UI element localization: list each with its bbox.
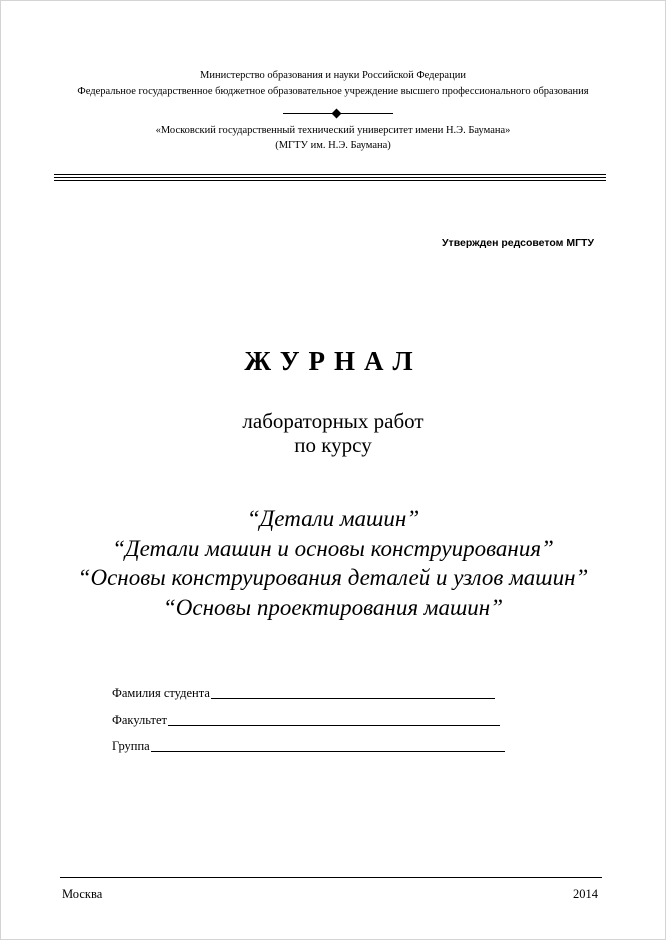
institution-type-line: Федеральное государственное бюджетное образовательное учреждение высшего профессионального образования bbox=[77, 86, 589, 97]
subtitle-line-1: лабораторных работ bbox=[242, 409, 424, 433]
group-field[interactable] bbox=[112, 739, 505, 754]
footer-rule bbox=[60, 877, 602, 878]
header-ornament bbox=[283, 109, 393, 119]
header-rule-middle bbox=[54, 177, 606, 178]
faculty-line[interactable] bbox=[168, 725, 500, 726]
footer-city: Москва bbox=[62, 887, 103, 901]
course-title-1: “Детали машин” bbox=[246, 506, 420, 531]
ministry-line: Министерство образования и науки Российской Федерации bbox=[200, 70, 466, 81]
approval-note: Утвержден редсоветом МГТУ bbox=[442, 237, 594, 249]
subtitle-line-2: по курсу bbox=[294, 433, 372, 457]
document-title: ЖУРНАЛ bbox=[244, 346, 422, 376]
course-title-2: “Детали машин и основы конструирования” bbox=[112, 536, 554, 561]
faculty-label: Факультет bbox=[112, 713, 167, 727]
group-label: Группа bbox=[112, 739, 150, 753]
footer-year: 2014 bbox=[573, 887, 598, 901]
student-name-field[interactable] bbox=[112, 686, 495, 701]
header-rule-bottom bbox=[54, 180, 606, 181]
header-rule-top bbox=[54, 174, 606, 175]
faculty-field[interactable] bbox=[112, 713, 500, 728]
student-name-label: Фамилия студента bbox=[112, 686, 210, 700]
course-title-4: “Основы проектирования машин” bbox=[162, 595, 504, 620]
student-name-line[interactable] bbox=[211, 698, 495, 699]
university-short-name: (МГТУ им. Н.Э. Баумана) bbox=[275, 140, 391, 151]
course-title-3: “Основы конструирования деталей и узлов машин” bbox=[77, 565, 589, 590]
university-name: «Московский государственный технический университет имени Н.Э. Баумана» bbox=[155, 125, 511, 136]
group-line[interactable] bbox=[151, 751, 505, 752]
